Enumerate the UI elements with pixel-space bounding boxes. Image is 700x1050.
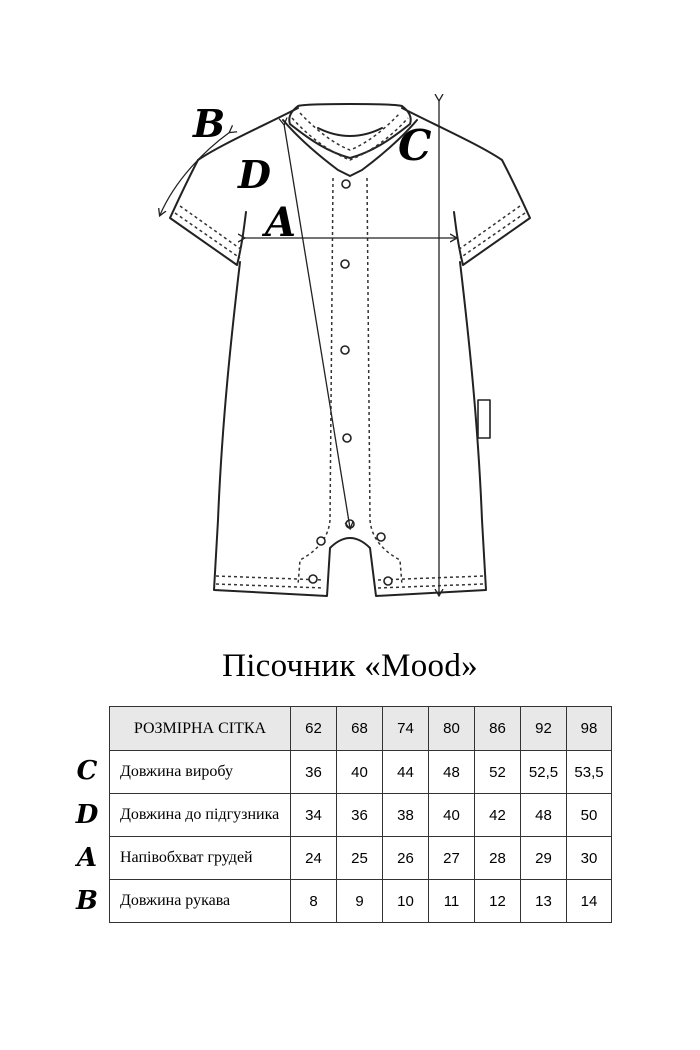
table-cell: 25: [337, 837, 383, 880]
product-title: Пісочник «Mood»: [222, 648, 478, 684]
table-cell: 53,5: [567, 751, 612, 794]
table-cell: 8: [291, 880, 337, 923]
table-cell: 30: [567, 837, 612, 880]
row-mark-d: D: [75, 800, 99, 830]
letter-d: D: [238, 152, 271, 197]
table-cell: 52,5: [521, 751, 567, 794]
row-mark-b: B: [76, 886, 98, 916]
measure-d-line: [284, 124, 350, 528]
row-label: Довжина рукава: [110, 880, 291, 923]
table-cell: 10: [383, 880, 429, 923]
table-cell: 36: [337, 794, 383, 837]
table-cell: 13: [521, 880, 567, 923]
side-tab: [478, 400, 490, 438]
table-cell: 9: [337, 880, 383, 923]
table-cell: 36: [291, 751, 337, 794]
letter-b: B: [193, 101, 226, 146]
table-cell: 44: [383, 751, 429, 794]
table-cell: 12: [475, 880, 521, 923]
table-row: [110, 837, 612, 880]
letter-a: A: [265, 199, 297, 246]
table-header-row: [110, 707, 612, 751]
table-cell: 27: [429, 837, 475, 880]
neck-opening: [318, 128, 382, 136]
size-header: 80: [429, 707, 475, 751]
table-cell: 14: [567, 880, 612, 923]
row-label: Довжина виробу: [110, 751, 291, 794]
table-row: [110, 880, 612, 923]
size-header: 86: [475, 707, 521, 751]
body-outline: [214, 262, 486, 596]
size-header: 98: [567, 707, 612, 751]
table-row: [110, 794, 612, 837]
table-cell: 11: [429, 880, 475, 923]
table-row: [110, 751, 612, 794]
table-cell: 42: [475, 794, 521, 837]
table-cell: 34: [291, 794, 337, 837]
table-cell: 38: [383, 794, 429, 837]
table-cell: 24: [291, 837, 337, 880]
row-label: Довжина до підгузника: [110, 794, 291, 837]
letter-c: C: [398, 121, 432, 170]
size-header: 62: [291, 707, 337, 751]
table-cell: 48: [521, 794, 567, 837]
table-cell: 52: [475, 751, 521, 794]
table-cell: 50: [567, 794, 612, 837]
table-cell: 26: [383, 837, 429, 880]
table-cell: 40: [429, 794, 475, 837]
table-cell: 29: [521, 837, 567, 880]
collar-band: [283, 120, 417, 176]
row-label: Напівобхват грудей: [110, 837, 291, 880]
size-header: 92: [521, 707, 567, 751]
row-mark-a: A: [76, 843, 98, 873]
size-chart-table: [109, 706, 612, 923]
table-header-label: РОЗМІРНА СІТКА: [110, 707, 291, 751]
size-header: 68: [337, 707, 383, 751]
row-mark-c: C: [76, 756, 98, 786]
size-header: 74: [383, 707, 429, 751]
table-cell: 48: [429, 751, 475, 794]
table-cell: 40: [337, 751, 383, 794]
table-cell: 28: [475, 837, 521, 880]
